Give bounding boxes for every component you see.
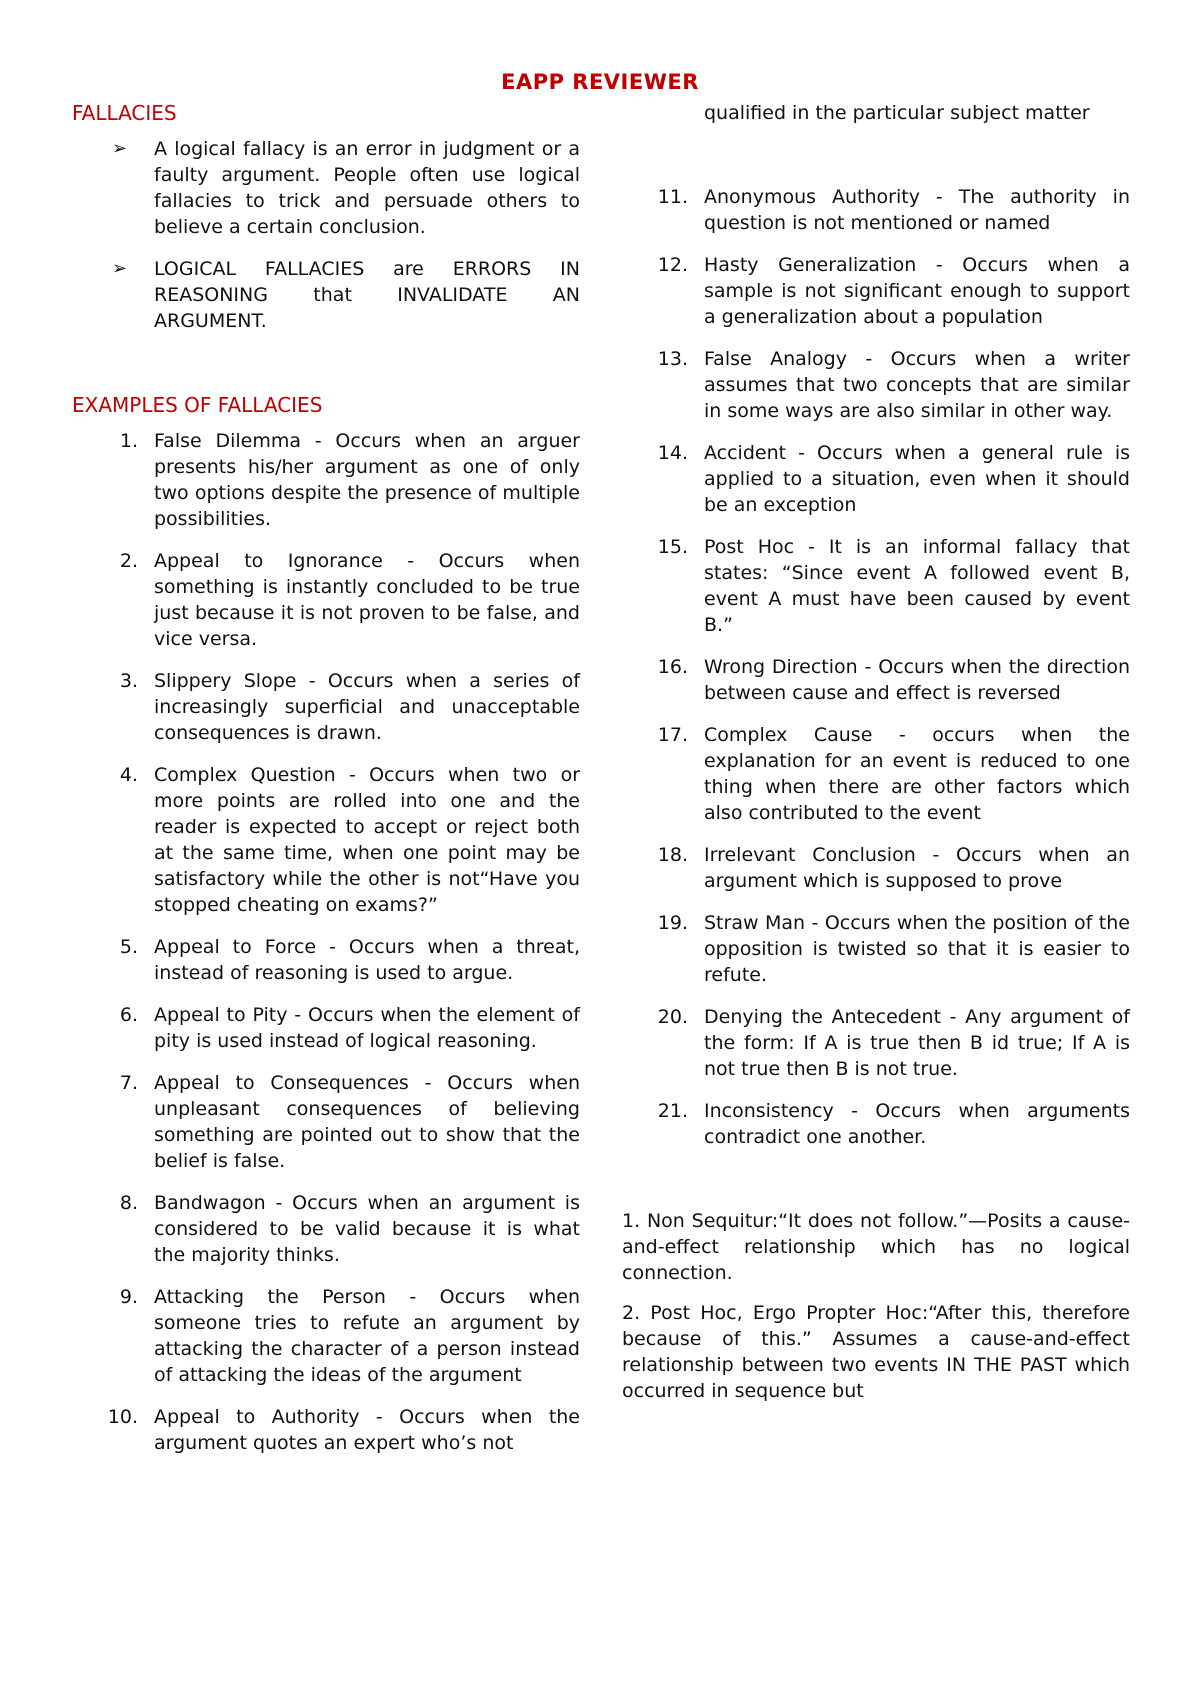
item-number: 17. <box>657 724 688 746</box>
item-number: 21. <box>657 1100 688 1122</box>
fallacy-item <box>72 1190 580 1268</box>
fallacy-item <box>622 842 1130 894</box>
item-text: Irrelevant Conclusion - Occurs when an argument which is supposed to prove <box>704 844 1130 892</box>
document-title: EAPP REVIEWER <box>501 70 699 94</box>
bullet-text: LOGICAL FALLACIES are ERRORS IN REASONING that INVALIDATE AN ARGUMENT. <box>154 258 580 332</box>
item-text: Inconsistency - Occurs when arguments contradict one another. <box>704 1100 1130 1148</box>
fallacy-item <box>72 1070 580 1174</box>
item-number: 19. <box>657 912 688 934</box>
item-number: 1. <box>119 430 138 452</box>
item-text: False Dilemma - Occurs when an arguer presents his/her argument as one of only two options despite the presence of multiple possibilities. <box>154 430 580 530</box>
item-number: 18. <box>657 844 688 866</box>
item-text: Appeal to Authority - Occurs when the argument quotes an expert who’s not <box>154 1406 580 1454</box>
fallacy-item <box>622 1004 1130 1082</box>
item-text: Appeal to Pity - Occurs when the element of pity is used instead of logical reasoning. <box>154 1004 580 1052</box>
item-text: Complex Cause - occurs when the explanation for an event is reduced to one thing when there are other factors which also contributed to the event <box>704 724 1130 824</box>
item-number: 11. <box>657 186 688 208</box>
fallacy-item <box>72 428 580 532</box>
item-text: Accident - Occurs when a general rule is applied to a situation, even when it should be an exception <box>704 442 1130 516</box>
fallacy-item <box>72 1002 580 1054</box>
fallacies-heading: FALLACIES <box>72 101 177 125</box>
item-number: 9. <box>119 1286 138 1308</box>
item-text: Appeal to Consequences - Occurs when unpleasant consequences of believing something are pointed out to show that the belief is false. <box>154 1072 580 1172</box>
item-text: Attacking the Person - Occurs when someone tries to refute an argument by attacking the character of a person instead of attacking the ideas of the argument <box>154 1286 580 1386</box>
item-text: Appeal to Ignorance - Occurs when something is instantly concluded to be true just because it is not proven to be false, and vice versa. <box>154 550 580 650</box>
item-number: 3. <box>119 670 138 692</box>
right-column <box>622 100 1130 1418</box>
item-number: 16. <box>657 656 688 678</box>
item-text: Wrong Direction - Occurs when the direction between cause and effect is reversed <box>704 656 1130 704</box>
fallacy-item <box>622 184 1130 236</box>
note-paragraph: 1. Non Sequitur:“It does not follow.”—Posits a cause-and-effect relationship which has no logical connection. <box>622 1210 1130 1284</box>
fallacy-item <box>622 1098 1130 1150</box>
item-text: Complex Question - Occurs when two or more points are rolled into one and the reader is expected to accept or reject both at the same time, when one point may be satisfactory while the other is not“Have you stopped cheating on exams?” <box>154 764 580 916</box>
fallacy-item <box>622 252 1130 330</box>
fallacy-item <box>72 934 580 986</box>
item-text: Denying the Antecedent - Any argument of the form: If A is true then B id true; If A is not true then B is not true. <box>704 1006 1130 1080</box>
fallacy-item <box>622 440 1130 518</box>
fallacy-item <box>72 1404 580 1456</box>
item-number: 15. <box>657 536 688 558</box>
item-text: Bandwagon - Occurs when an argument is considered to be valid because it is what the majority thinks. <box>154 1192 580 1266</box>
item-text: Slippery Slope - Occurs when a series of increasingly superficial and unacceptable consequences is drawn. <box>154 670 580 744</box>
examples-list-left <box>72 428 580 1456</box>
item-number: 10. <box>107 1406 138 1428</box>
fallacy-item <box>622 910 1130 988</box>
bullet-text: A logical fallacy is an error in judgment or a faulty argument. People often use logical fallacies to trick and persuade others to believe a certain conclusion. <box>154 138 580 238</box>
examples-list-right <box>622 184 1130 1150</box>
arrow-bullet-icon: ➢ <box>112 258 128 279</box>
note-paragraph: 2. Post Hoc, Ergo Propter Hoc:“After this, therefore because of this.” Assumes a cause-and-effect relationship between two events IN THE PAST which occurred in sequence but <box>622 1302 1130 1402</box>
examples-heading: EXAMPLES OF FALLACIES <box>72 393 323 417</box>
fallacy-item <box>72 1284 580 1388</box>
item-number: 7. <box>119 1072 138 1094</box>
item-text: Anonymous Authority - The authority in question is not mentioned or named <box>704 186 1130 234</box>
item-number: 20. <box>657 1006 688 1028</box>
item-number: 14. <box>657 442 688 464</box>
item-text: Straw Man - Occurs when the position of the opposition is twisted so that it is easier to refute. <box>704 912 1130 986</box>
item-number: 5. <box>119 936 138 958</box>
fallacy-item <box>622 346 1130 424</box>
item-number: 13. <box>657 348 688 370</box>
item-text: Appeal to Force - Occurs when a threat, instead of reasoning is used to argue. <box>154 936 580 984</box>
fallacy-item <box>622 534 1130 638</box>
arrow-bullet-icon: ➢ <box>112 138 128 159</box>
fallacy-item <box>622 722 1130 826</box>
fallacies-bullet-list <box>72 136 580 334</box>
item-10-continuation: qualified in the particular subject matter <box>704 102 1090 124</box>
fallacy-item <box>622 654 1130 706</box>
item-text: Hasty Generalization - Occurs when a sample is not significant enough to support a generalization about a population <box>704 254 1130 328</box>
fallacy-item <box>72 762 580 918</box>
item-number: 8. <box>119 1192 138 1214</box>
item-number: 12. <box>657 254 688 276</box>
left-column <box>72 100 580 1472</box>
item-number: 2. <box>119 550 138 572</box>
fallacy-item <box>72 668 580 746</box>
bullet-item <box>72 136 580 240</box>
item-text: False Analogy - Occurs when a writer assumes that two concepts that are similar in some ways are also similar in other way. <box>704 348 1130 422</box>
fallacy-item <box>72 548 580 652</box>
item-number: 4. <box>119 764 138 786</box>
item-number: 6. <box>119 1004 138 1026</box>
bullet-item <box>72 256 580 334</box>
item-text: Post Hoc - It is an informal fallacy that states: “Since event A followed event B, event A must have been caused by event B.” <box>704 536 1130 636</box>
